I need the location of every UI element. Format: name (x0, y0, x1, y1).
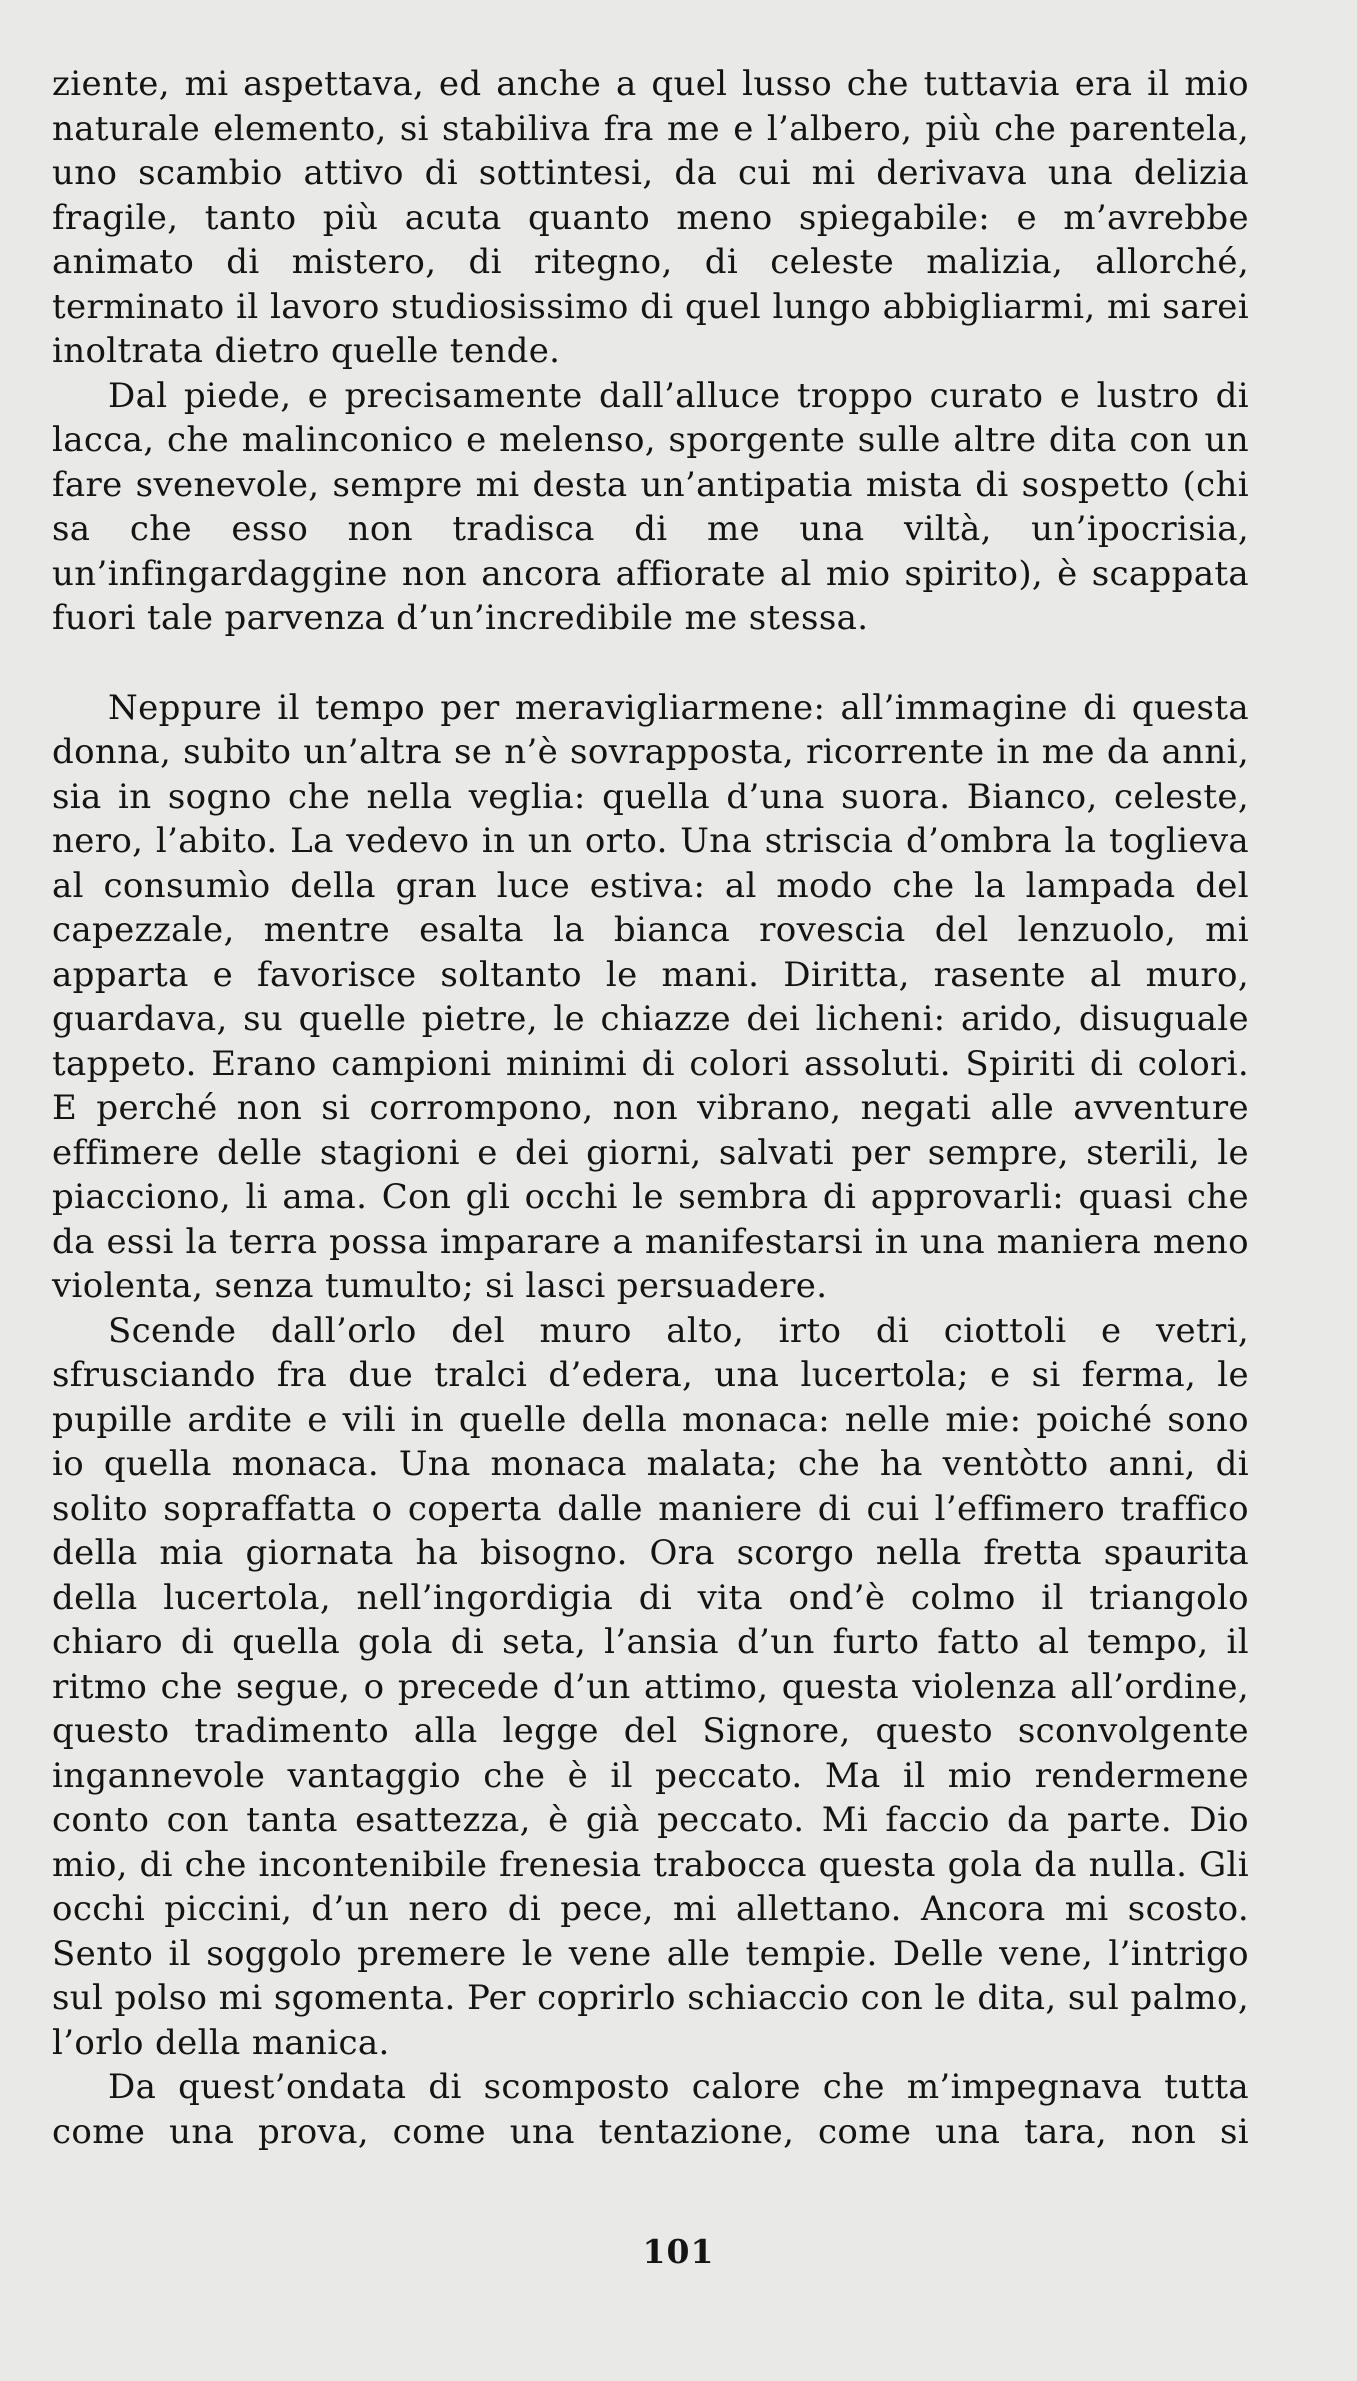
paragraph-4: Scende dall’orlo del muro alto, irto di ciottoli e vetri, sfrusciando fra due tralci d’edera, una lucertola; e si ferma, le pupille ardite e vili in quelle della monaca: nelle mie: poiché sono io quella monaca. Una monaca malata; che ha ventòtto anni, di solito sopraffatta o coperta dalle maniere di cui l’effimero traffico della mia giornata ha bisogno. Ora scorgo nella fretta spaurita della lucertola, nell’ingordigia di vita ond’è colmo il triangolo chiaro di quella gola di seta, l’ansia d’un furto fatto al tempo, il ritmo che segue, o precede d’un attimo, questa violenza all’ordine, questo tradimento alla legge del Signore, questo sconvolgente ingannevole vantaggio che è il peccato. Ma il mio rendermene conto con tanta esattezza, è già peccato. Mi faccio da parte. Dio mio, di che incontenibile frenesia trabocca questa gola da nulla. Gli occhi piccini, d’un nero di pece, mi allettano. Ancora mi scosto. Sento il soggolo premere le vene alle tempie. Delle vene, l’intrigo sul polso mi sgomenta. Per coprirlo schiaccio con le dita, sul palmo, l’orlo della manica. (52, 1310, 1249, 2063)
page-number: 101 (642, 2232, 715, 2271)
paragraph-3: Neppure il tempo per meravigliarmene: all’immagine di questa donna, subito un’altra se n’è sovrapposta, ricorrente in me da anni, sia in sogno che nella veglia: quella d’una suora. Bianco, celeste, nero, l’abito. La vedevo in un orto. Una striscia d’ombra la toglieva al consumìo della gran luce estiva: al modo che la lampada del capezzale, mentre esalta la bianca rovescia del lenzuolo, mi apparta e favorisce soltanto le mani. Diritta, rasente al muro, guardava, su quelle pietre, le chiazze dei licheni: arido, disuguale tappeto. Erano campioni minimi di colori assoluti. Spiriti di colori. E perché non si corrompono, non vibrano, negati alle avventure effimere delle stagioni e dei giorni, salvati per sempre, sterili, le piacciono, li ama. Con gli occhi le sembra di approvarli: quasi che da essi la terra possa imparare a manifestarsi in una maniera meno violenta, senza tumulto; si lasci persuadere. (52, 687, 1249, 1306)
paragraph-2: Dal piede, e precisamente dall’alluce troppo curato e lustro di lacca, che malinconico e melenso, sporgente sulle altre dita con un fare svenevole, sempre mi desta un’antipatia mista di sospetto (chi sa che esso non tradisca di me una viltà, un’ipocrisia, un’infingardaggine non ancora affiorate al mio spirito), è scappata fuori tale parvenza d’un’incredibile me stessa. (52, 375, 1249, 638)
paragraph-1: ziente, mi aspettava, ed anche a quel lusso che tuttavia era il mio naturale elemento, si stabiliva fra me e l’albero, più che parentela, uno scambio attivo di sottintesi, da cui mi derivava una delizia fragile, tanto più acuta quanto meno spiegabile: e m’avrebbe animato di mistero, di ritegno, di celeste malizia, allorché, terminato il lavoro studiosissimo di quel lungo abbigliarmi, mi sarei inoltrata dietro quelle tende. (52, 64, 1249, 371)
paragraph-5: Da quest’ondata di scomposto calore che m’impegnava tutta come una prova, come una tentazione, come una tara, non si (52, 2067, 1249, 2152)
section-break (52, 641, 1249, 686)
